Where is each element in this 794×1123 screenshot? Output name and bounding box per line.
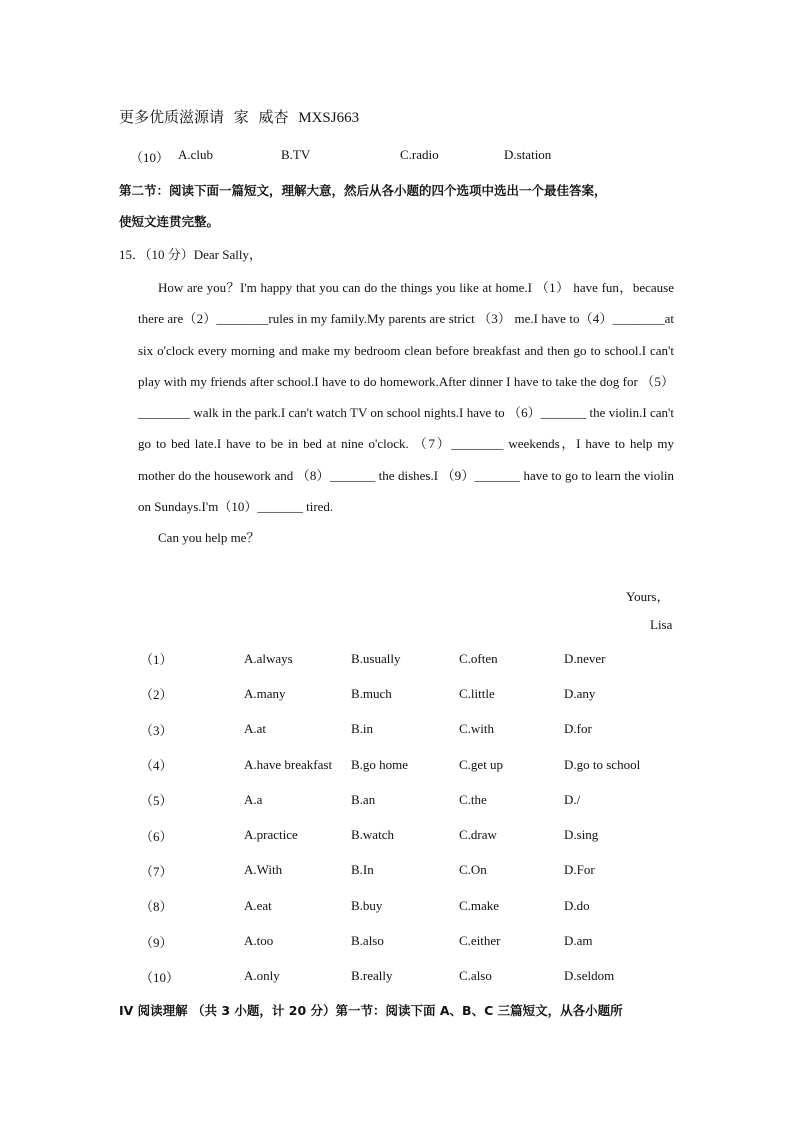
option-a: A.a bbox=[244, 791, 263, 807]
option-row bbox=[140, 676, 674, 711]
option-d: D.do bbox=[564, 897, 590, 913]
option-d: D.station bbox=[504, 147, 552, 162]
option-row bbox=[140, 782, 674, 817]
option-d: D./ bbox=[564, 791, 581, 807]
letter-signature: Lisa bbox=[650, 617, 673, 632]
section-two-instructions-cont: 使短文连贯完整。 bbox=[119, 214, 220, 229]
option-b: B.go home bbox=[351, 756, 409, 772]
letter-body bbox=[138, 272, 674, 554]
option-b: B.much bbox=[351, 685, 392, 701]
option-d: D.seldom bbox=[564, 968, 615, 984]
letter-paragraph: How are you？I'm happy that you can do the things you like at home.I （1） have fun，because there are（2）________rules in my family.My parents are strict （3） me.I have to（4）________at six o'clock every morning and make my bedroom clean before breakfast and then go to school.I can't play with my friends after school.I have to do homework.After dinner I have to take the dog for （5）________ walk in the park.I can't watch TV on school nights.I have to （6）_______ the violin.I can't go to bed late.I have to be in bed at nine o'clock. （7）________ weekends，I have to help my mother do the housework and （8）_______ the dishes.I （9）_______ have to go to learn the violin on Sundays.I'm（10）_______ tired. bbox=[138, 280, 674, 515]
option-a: A.practice bbox=[244, 827, 298, 843]
option-number: （5） bbox=[140, 793, 173, 809]
option-row bbox=[140, 853, 674, 888]
question-number: （10） bbox=[130, 150, 170, 165]
option-a: A.With bbox=[244, 862, 283, 878]
letter-request: Can you help me？ bbox=[158, 530, 260, 546]
option-number: （6） bbox=[140, 828, 173, 844]
option-b: B.watch bbox=[351, 827, 394, 843]
option-b: B.usually bbox=[351, 650, 401, 666]
section-four-heading: IV 阅读理解 （共 3 小题，计 20 分）第一节：阅读下面 A、B、C 三篇短文，从各小题所 bbox=[119, 1003, 623, 1018]
option-c: C.On bbox=[459, 862, 487, 878]
option-row bbox=[140, 747, 674, 782]
option-a: A.many bbox=[244, 685, 286, 701]
option-c: C.often bbox=[459, 650, 498, 666]
option-a: A.club bbox=[178, 147, 214, 162]
option-c: C.the bbox=[459, 791, 487, 807]
option-row bbox=[140, 712, 674, 747]
option-row bbox=[140, 923, 674, 958]
option-b: B.in bbox=[351, 721, 374, 737]
option-c: C.get up bbox=[459, 756, 504, 772]
option-c: C.draw bbox=[459, 827, 497, 843]
option-row bbox=[140, 641, 674, 676]
option-number: （3） bbox=[140, 722, 173, 738]
option-a: A.have breakfast bbox=[244, 756, 333, 772]
option-b: B.also bbox=[351, 933, 384, 949]
option-b: B.buy bbox=[351, 897, 383, 913]
option-c: C.make bbox=[459, 897, 500, 913]
option-number: （4） bbox=[140, 758, 173, 774]
option-number: （10） bbox=[140, 969, 180, 985]
option-c: C.little bbox=[459, 685, 495, 701]
option-b: B.really bbox=[351, 968, 393, 984]
option-row bbox=[140, 959, 674, 994]
option-d: D.am bbox=[564, 933, 593, 949]
option-number: （1） bbox=[140, 652, 173, 668]
option-a: A.too bbox=[244, 933, 274, 949]
page-header: 更多优质滋源请 家 威杏 MXSJ663 bbox=[119, 110, 360, 126]
option-number: （8） bbox=[140, 899, 173, 915]
section-two-instructions: 第二节：阅读下面一篇短文，理解大意，然后从各小题的四个选项中选出一个最佳答案， bbox=[119, 183, 607, 198]
option-d: D.go to school bbox=[564, 756, 641, 772]
option-d: D.For bbox=[564, 862, 595, 878]
option-number: （9） bbox=[140, 934, 173, 950]
option-number: （2） bbox=[140, 687, 173, 703]
option-b: B.an bbox=[351, 791, 376, 807]
option-c: C.either bbox=[459, 933, 501, 949]
option-number: （7） bbox=[140, 863, 173, 879]
option-d: D.sing bbox=[564, 827, 599, 843]
option-c: C.radio bbox=[400, 147, 439, 162]
question-15-label: 15．（10 分）Dear Sally， bbox=[119, 247, 262, 262]
option-c: C.with bbox=[459, 721, 495, 737]
options-table bbox=[140, 641, 674, 994]
option-a: A.only bbox=[244, 968, 280, 984]
letter-sign-off: Yours， bbox=[626, 589, 670, 604]
option-a: A.at bbox=[244, 721, 267, 737]
option-a: A.eat bbox=[244, 897, 272, 913]
option-row bbox=[140, 888, 674, 923]
option-row bbox=[140, 817, 674, 852]
option-a: A.always bbox=[244, 650, 293, 666]
option-d: D.never bbox=[564, 650, 606, 666]
option-b: B.TV bbox=[281, 147, 311, 162]
option-c: C.also bbox=[459, 968, 492, 984]
option-b: B.In bbox=[351, 862, 374, 878]
option-d: D.any bbox=[564, 685, 596, 701]
option-d: D.for bbox=[564, 721, 592, 737]
